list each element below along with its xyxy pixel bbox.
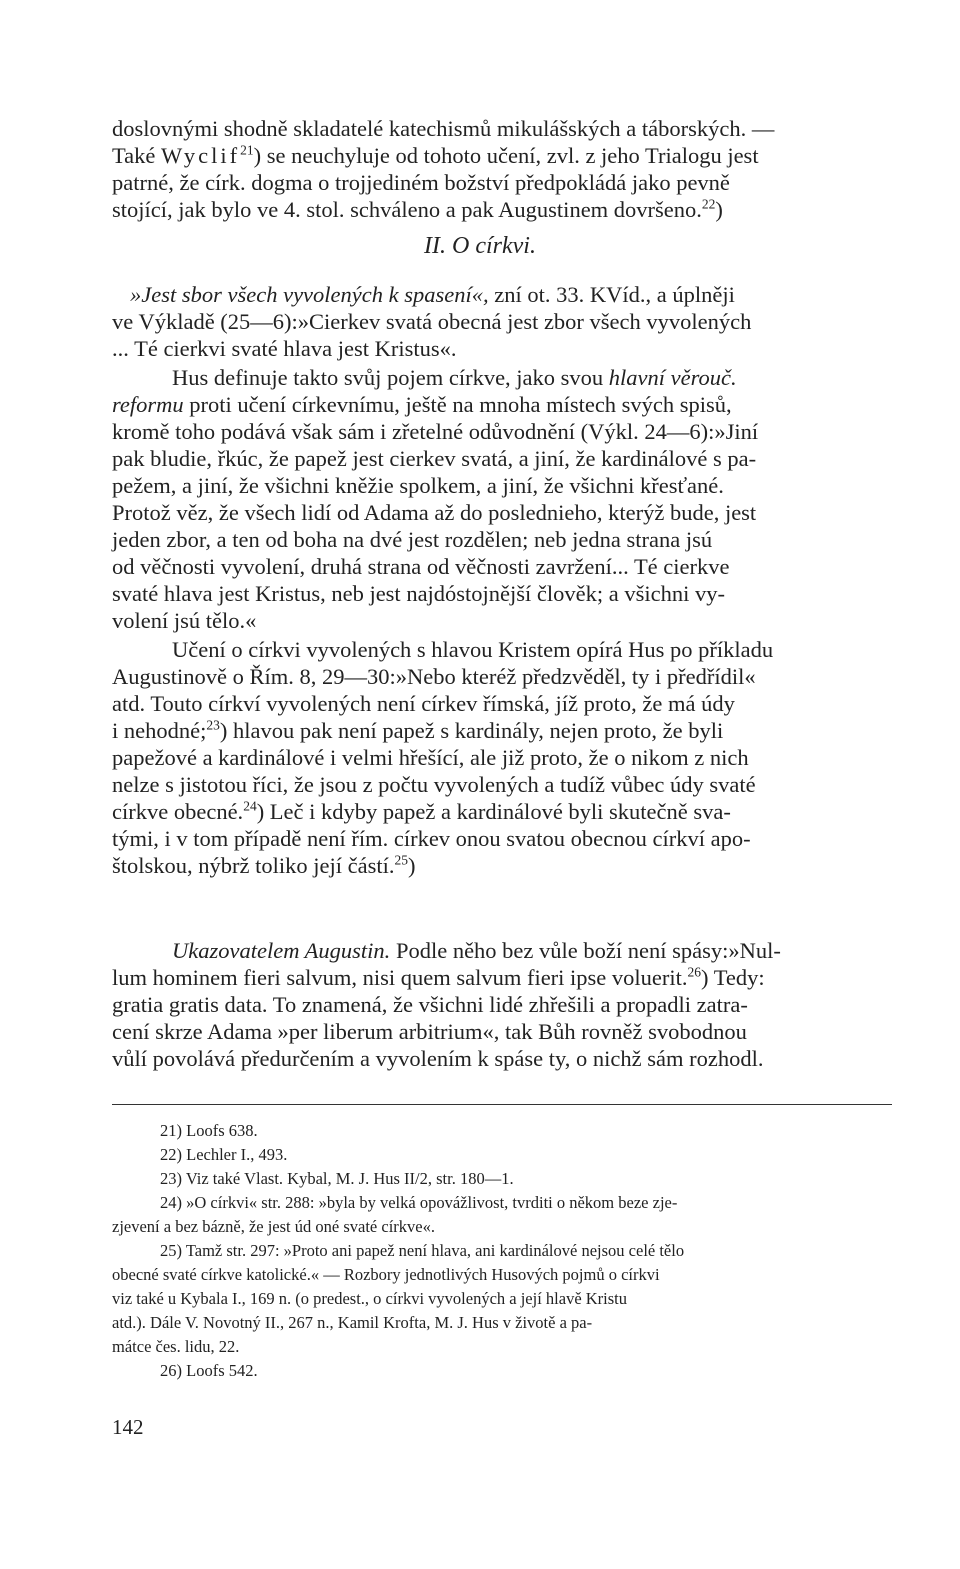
footnote: 25) Tamž str. 297: »Proto ani papež není hlava, ani kardinálové nejsou celé tělo — [160, 1241, 685, 1260]
footnote: atd.). Dále V. Novotný II., 267 n., Kamil Krofta, M. J. Hus v životě a pa- — [112, 1313, 593, 1332]
footnote: zjevení a bez bázně, že jest úd oné svaté církve«. — [112, 1217, 435, 1236]
text-line: atd. Touto církví vyvolených není církev římská, jíž proto, že má údy — [112, 691, 735, 716]
text-line: ve Výkladě (25—6):»Cierkev svatá obecná jest zbor všech vyvolených — [112, 309, 752, 334]
text-line: Ukazovatelem Augustin. Podle něho bez vůle boží není spásy:»Nul- — [172, 938, 781, 963]
footnote: 21) Loofs 638. — [160, 1121, 258, 1140]
text-line: kromě toho podává však sám i zřetelné odůvodnění (Výkl. 24—6):»Jiní — [112, 419, 759, 444]
text-line: Protož věz, že všech lidí od Adama až do poslednieho, kterýž bude, jest — [112, 500, 757, 525]
text-line: reformu proti učení církevnímu, ještě na mnoha místech svých spisů, — [112, 392, 732, 417]
page-number: 142 — [112, 1415, 144, 1439]
footnote: 23) Viz také Vlast. Kybal, M. J. Hus II/2, str. 180—1. — [160, 1169, 514, 1188]
text-line: papežové a kardinálové i velmi hřešící, ale již proto, že o nikom z nich — [112, 745, 749, 770]
text-line: stojící, jak bylo ve 4. stol. schváleno a pak Augustinem dovršeno.$^{22}$) — [112, 196, 723, 222]
text-line: Učení o církvi vyvolených s hlavou Kristem opírá Hus po příkladu — [172, 637, 774, 662]
text-line: Augustinově o Řím. 8, 29—30:»Nebo kteréž předzvěděl, ty i předřídil« — [112, 664, 756, 689]
text-line: vůlí povolává předurčením a vyvolením k spáse ty, o nichž sám rozhodl. — [112, 1046, 764, 1071]
text-line: lum hominem fieri salvum, nisi quem salvum fieri ipse voluerit.$^{26}$) Tedy: — [112, 964, 765, 990]
text-line: patrné, že círk. dogma o trojjediném božství předpokládá jako pevně — [112, 170, 730, 195]
footnote: obecné svaté církve katolické.« — Rozbory jednotlivých Husových pojmů o církvi — [112, 1265, 660, 1284]
text-line: Hus definuje takto svůj pojem církve, jako svou hlavní věrouč. — [172, 365, 737, 390]
text-line: cení skrze Adama »per liberum arbitrium«, tak Bůh rovněž svobodnou — [112, 1019, 747, 1044]
footnote-divider — [112, 1104, 892, 1105]
text-line: pežem, a jiní, že všichni kněžie spolkem, a jiní, že všichni křesťané. — [112, 473, 724, 498]
text-line: »Jest sbor všech vyvolených k spasení«, zní ot. 33. KVíd., a úplněji — [130, 282, 735, 307]
text-line: i nehodné;$^{23}$) hlavou pak není papež s kardinály, nejen proto, že byli — [112, 717, 724, 743]
text-line: ... Té cierkvi svaté hlava jest Kristus«. — [112, 336, 457, 361]
section-heading: II. O církvi. — [424, 233, 536, 259]
text-line: svaté hlava jest Kristus, neb jest najdóstojnější člověk; a všichni vy- — [112, 581, 726, 606]
text-line: doslovnými shodně skladatelé katechismů mikulášských a táborských. — — [112, 116, 775, 141]
text-line: církve obecné.$^{24}$) Leč i kdyby papež a kardinálové byli skutečně sva- — [112, 798, 731, 824]
text-line: jeden zbor, a ten od boha na dvé jest rozdělen; neb jedna strana jsú — [112, 527, 713, 552]
footnote: mátce čes. lidu, 22. — [112, 1337, 240, 1356]
footnote: viz také u Kybala I., 169 n. (o predest., o církvi vyvolených a její hlavě Kristu — [112, 1289, 628, 1308]
text-line: tými, i v tom případě není řím. církev onou svatou obecnou církví apo- — [112, 826, 751, 851]
footnote: 22) Lechler I., 493. — [160, 1145, 288, 1164]
text-line: pak bludie, řkúc, že papež jest cierkev svatá, a jiní, že kardinálové s pa- — [112, 446, 757, 471]
text-line: nelze s jistotou říci, že jsou z počtu vyvolených a tudíž vůbec údy svaté — [112, 772, 756, 797]
text-line: štolskou, nýbrž toliko její částí.$^{25}$) — [112, 852, 416, 878]
text-line: volení jsú tělo.« — [112, 608, 257, 633]
text-line: Také Wyclif$^{21}$) se neuchyluje od tohoto učení, zvl. z jeho Trialogu jest — [112, 142, 759, 168]
footnote: 24) »O církvi« str. 288: »byla by velká opovážlivost, tvrditi o někom beze zje- — [160, 1193, 678, 1212]
text-line: od věčnosti vyvolení, druhá strana od věčnosti zavržení... Té cierkve — [112, 554, 730, 579]
text-line: gratia gratis data. To znamená, že všichni lidé zhřešili a propadli zatra- — [112, 992, 748, 1017]
footnote: 26) Loofs 542. — [160, 1361, 258, 1380]
